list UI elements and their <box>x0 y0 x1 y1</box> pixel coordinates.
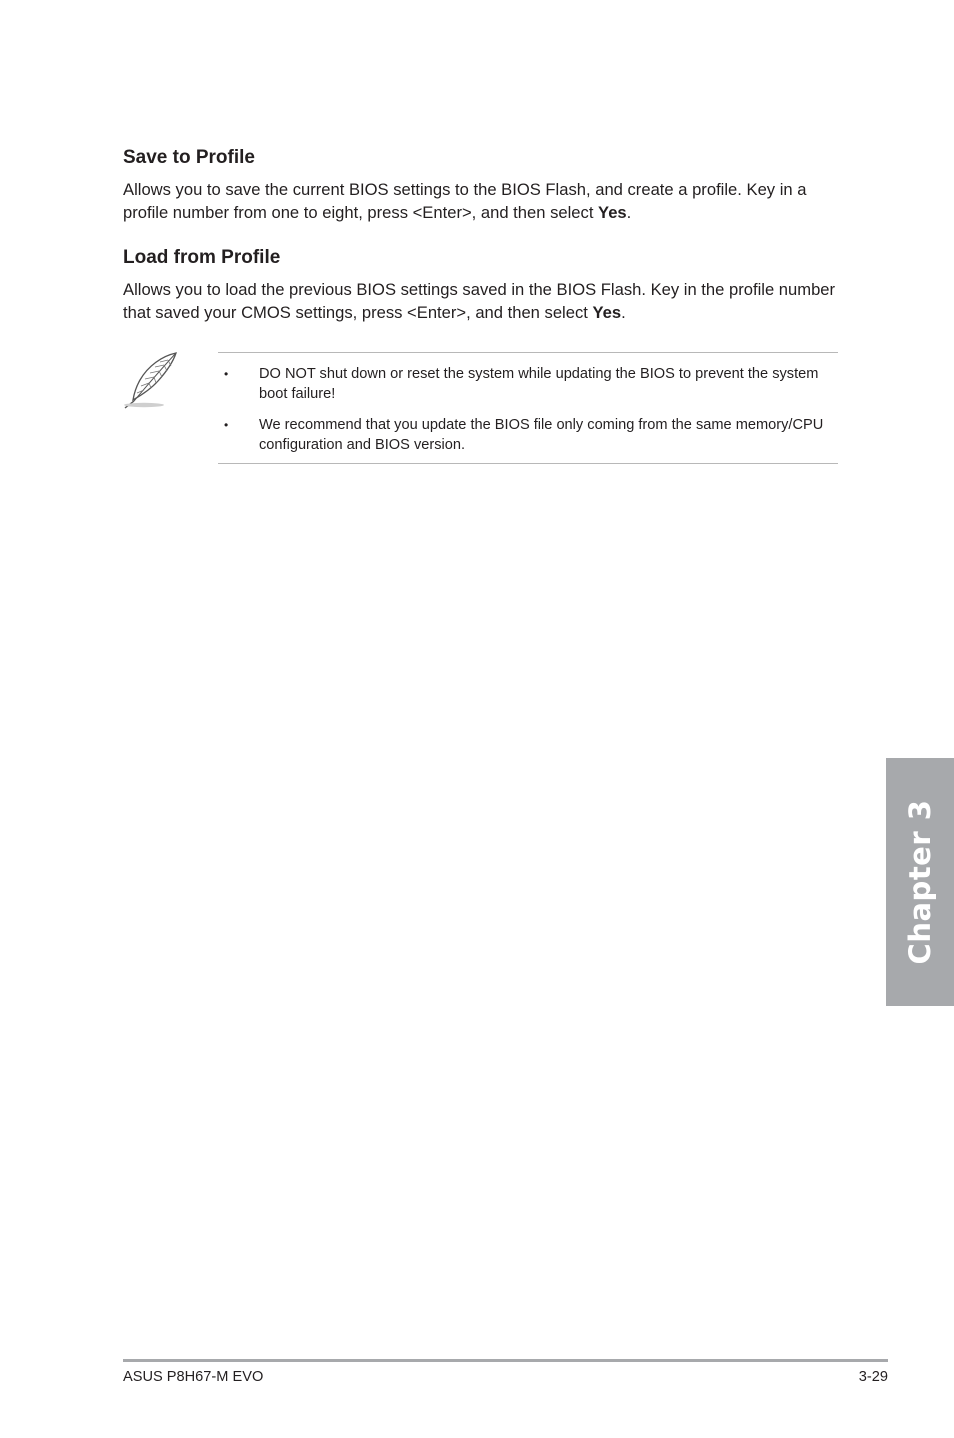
body-text: Allows you to load the previous BIOS settings saved in the BIOS Flash. Key in the profile number that saved your CMOS settings, press <Enter>, and then select <box>123 280 836 322</box>
section-body-load-from-profile <box>123 278 843 324</box>
bullet-icon: • <box>224 418 229 432</box>
section-heading-save-to-profile: Save to Profile <box>123 147 255 168</box>
body-bold-option: Yes <box>598 203 627 222</box>
chapter-tab <box>886 758 954 1006</box>
body-suffix: . <box>626 203 632 222</box>
chapter-tab-label: Chapter 3 <box>903 799 937 965</box>
body-bold-option: Yes <box>592 303 622 322</box>
body-text: Allows you to save the current BIOS settings to the BIOS Flash, and create a profile. Key in a profile number from one to eight, press <Enter>, and then select <box>123 180 807 222</box>
footer-divider <box>123 1359 888 1362</box>
section-body-save-to-profile <box>123 178 843 224</box>
note-text: We recommend that you update the BIOS file only coming from the same memory/CPU configuration and BIOS version. <box>259 417 824 453</box>
note-text: DO NOT shut down or reset the system while updating the BIOS to prevent the system boot failure! <box>259 366 819 402</box>
feather-quill-icon <box>122 350 180 410</box>
body-suffix: . <box>621 303 626 322</box>
section-heading-load-from-profile: Load from Profile <box>123 247 281 268</box>
footer-product-name: ASUS P8H67-M EVO <box>123 1369 264 1385</box>
bullet-icon: • <box>224 367 229 381</box>
note-box <box>218 352 838 464</box>
footer-page-number: 3-29 <box>858 1369 888 1385</box>
